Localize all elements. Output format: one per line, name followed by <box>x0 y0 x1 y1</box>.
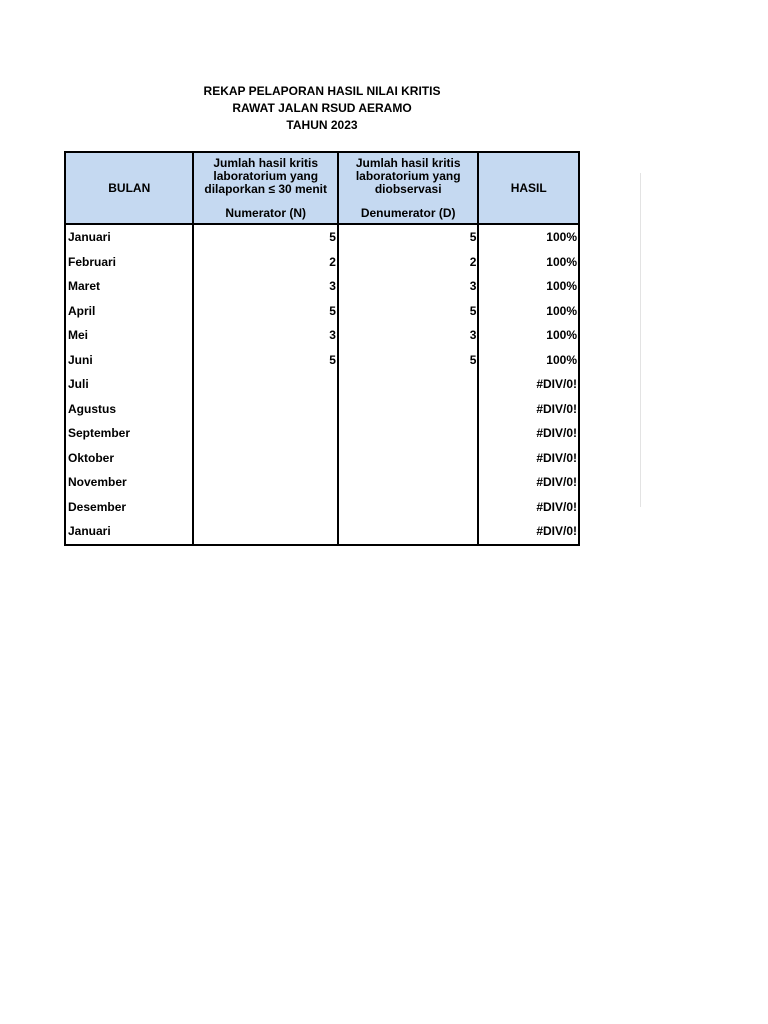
table-row <box>65 224 579 250</box>
sheet-gridline <box>640 173 641 507</box>
denumerator-cell <box>338 446 479 471</box>
numerator-cell: 2 <box>193 250 337 275</box>
denumerator-cell: 3 <box>338 274 479 299</box>
month-cell: Januari <box>65 224 193 250</box>
hasil-cell: 100% <box>478 323 579 348</box>
hasil-cell: #DIV/0! <box>478 470 579 495</box>
table-row <box>65 274 579 299</box>
month-cell: Januari <box>65 519 193 545</box>
denumerator-cell <box>338 495 479 520</box>
table-body <box>65 224 579 545</box>
numerator-cell <box>193 495 337 520</box>
table-row <box>65 323 579 348</box>
header-denumerator-description: Jumlah hasil kritis laboratorium yang diobservasi <box>338 152 479 203</box>
denumerator-cell <box>338 421 479 446</box>
month-cell: Februari <box>65 250 193 275</box>
numerator-cell <box>193 519 337 545</box>
denumerator-cell: 2 <box>338 250 479 275</box>
month-cell: September <box>65 421 193 446</box>
report-title-line-1: REKAP PELAPORAN HASIL NILAI KRITIS <box>203 84 441 98</box>
table-row <box>65 397 579 422</box>
hasil-cell: #DIV/0! <box>478 446 579 471</box>
report-title-line-2: RAWAT JALAN RSUD AERAMO <box>232 101 412 115</box>
month-cell: Mei <box>65 323 193 348</box>
table-row <box>65 348 579 373</box>
numerator-cell <box>193 397 337 422</box>
numerator-cell: 5 <box>193 348 337 373</box>
header-numerator-label: Numerator (N) <box>193 203 337 224</box>
denumerator-cell <box>338 470 479 495</box>
denumerator-cell: 5 <box>338 224 479 250</box>
numerator-cell <box>193 446 337 471</box>
month-cell: Maret <box>65 274 193 299</box>
denumerator-cell: 5 <box>338 299 479 324</box>
month-cell: April <box>65 299 193 324</box>
hasil-cell: 100% <box>478 299 579 324</box>
hasil-cell: 100% <box>478 250 579 275</box>
table-row <box>65 495 579 520</box>
table-row <box>65 519 579 545</box>
numerator-cell <box>193 372 337 397</box>
month-cell: Desember <box>65 495 193 520</box>
table-row <box>65 299 579 324</box>
denumerator-cell: 5 <box>338 348 479 373</box>
report-title-line-3: TAHUN 2023 <box>286 118 358 132</box>
table-row <box>65 250 579 275</box>
denumerator-cell <box>338 519 479 545</box>
numerator-cell <box>193 470 337 495</box>
hasil-cell: #DIV/0! <box>478 519 579 545</box>
table-header <box>65 152 579 224</box>
numerator-cell: 3 <box>193 274 337 299</box>
header-hasil: HASIL <box>478 152 579 224</box>
report-table <box>64 151 580 546</box>
hasil-cell: #DIV/0! <box>478 397 579 422</box>
denumerator-cell <box>338 372 479 397</box>
hasil-cell: 100% <box>478 274 579 299</box>
month-cell: Oktober <box>65 446 193 471</box>
table-row <box>65 470 579 495</box>
denumerator-cell: 3 <box>338 323 479 348</box>
numerator-cell: 5 <box>193 224 337 250</box>
hasil-cell: 100% <box>478 224 579 250</box>
hasil-cell: #DIV/0! <box>478 495 579 520</box>
month-cell: Juni <box>65 348 193 373</box>
header-denumerator-label: Denumerator (D) <box>338 203 479 224</box>
hasil-cell: #DIV/0! <box>478 421 579 446</box>
numerator-cell <box>193 421 337 446</box>
month-cell: Agustus <box>65 397 193 422</box>
report-title <box>64 83 580 134</box>
table-row <box>65 421 579 446</box>
numerator-cell: 3 <box>193 323 337 348</box>
table-row <box>65 446 579 471</box>
header-bulan: BULAN <box>65 152 193 224</box>
month-cell: November <box>65 470 193 495</box>
table-row <box>65 372 579 397</box>
header-numerator-description: Jumlah hasil kritis laboratorium yang dilaporkan ≤ 30 menit <box>193 152 337 203</box>
hasil-cell: 100% <box>478 348 579 373</box>
month-cell: Juli <box>65 372 193 397</box>
hasil-cell: #DIV/0! <box>478 372 579 397</box>
denumerator-cell <box>338 397 479 422</box>
numerator-cell: 5 <box>193 299 337 324</box>
